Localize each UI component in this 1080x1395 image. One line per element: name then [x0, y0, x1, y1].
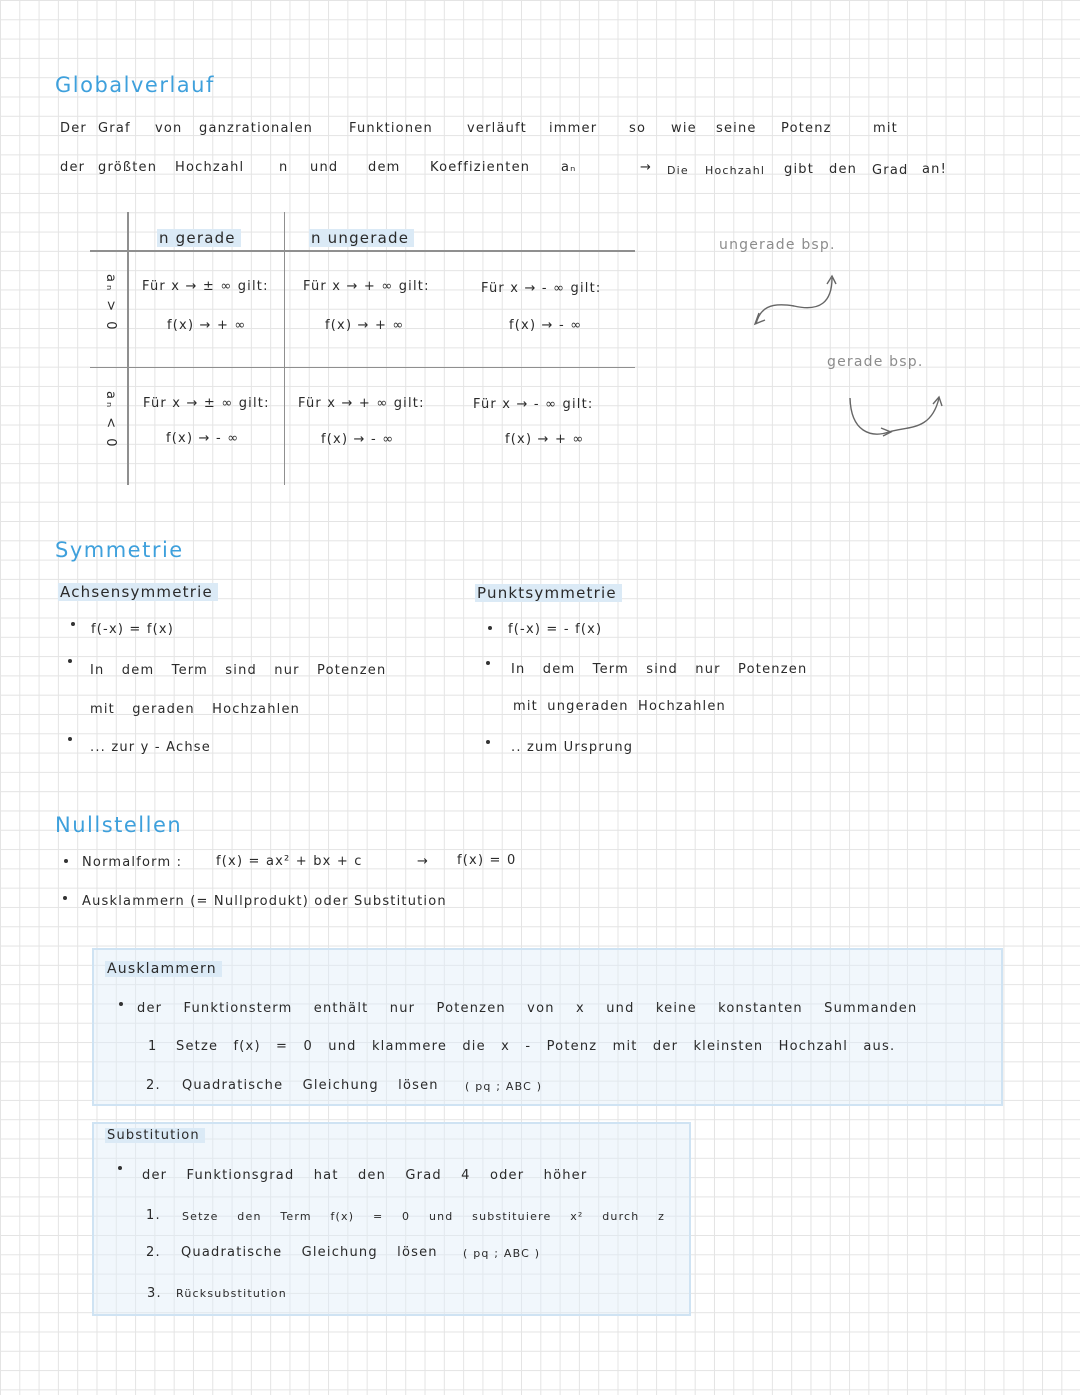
bullet — [119, 1002, 123, 1006]
word: Hochzahl — [705, 164, 766, 177]
cell-pos-even-result: f(x) → + ∞ — [167, 318, 247, 333]
word: dem — [368, 160, 401, 175]
substitution-condition: der Funktionsgrad hat den Grad 4 oder höher — [142, 1168, 588, 1183]
cell-pos-odd-plus-result: f(x) → + ∞ — [325, 318, 405, 333]
ausklammern-heading: Ausklammern — [105, 961, 222, 977]
col-header-odd: n ungerade — [309, 229, 414, 247]
table-line — [90, 250, 635, 252]
substitution-step2-hint: ( pq ; ABC ) — [463, 1247, 541, 1260]
word: verläuft — [467, 121, 527, 136]
word: und — [310, 160, 339, 175]
ausklammern-box — [92, 948, 1003, 1106]
word: Funktionen — [349, 121, 433, 136]
word: wie — [671, 121, 697, 136]
word: so — [629, 121, 647, 136]
substitution-box — [92, 1122, 691, 1316]
axis-text-2: mit geraden Hochzahlen — [90, 702, 301, 717]
example-odd-label: ungerade bsp. — [719, 237, 836, 253]
bullet — [63, 896, 67, 900]
bullet — [68, 737, 72, 741]
axis-text-3: ... zur y - Achse — [90, 740, 211, 755]
cell-neg-even-result: f(x) → - ∞ — [166, 431, 240, 446]
title-globalverlauf: Globalverlauf — [55, 73, 215, 97]
point-symmetry-heading: Punktsymmetrie — [475, 584, 622, 602]
ausklammern-step1: Setze f(x) = 0 und klammere die x - Potenz mit der kleinsten Hochzahl aus. — [176, 1039, 896, 1054]
word: Potenz — [781, 121, 832, 136]
word: Die — [667, 164, 689, 177]
word: immer — [549, 121, 598, 136]
table-line — [127, 212, 129, 485]
cell-neg-odd-minus-cond: Für x → - ∞ gilt: — [473, 397, 594, 412]
cell-pos-odd-minus-result: f(x) → - ∞ — [509, 318, 583, 333]
word: Graf — [98, 121, 131, 136]
substitution-step1-number: 1. — [146, 1208, 161, 1223]
axis-formula: f(-x) = f(x) — [91, 622, 175, 637]
word: aₙ — [561, 160, 577, 175]
point-text-1: In dem Term sind nur Potenzen — [511, 662, 808, 677]
col-header-even: n gerade — [157, 229, 241, 247]
row-header-positive: aₙ > 0 — [103, 274, 118, 333]
bullet — [488, 626, 492, 630]
word: mit — [873, 121, 898, 136]
ausklammern-step2-hint: ( pq ; ABC ) — [465, 1080, 543, 1093]
factor-or-subst-line: Ausklammern (= Nullprodukt) oder Substitution — [82, 894, 447, 909]
odd-curve-sketch — [750, 272, 840, 332]
cell-neg-odd-plus-result: f(x) → - ∞ — [321, 432, 395, 447]
word: gibt — [784, 162, 815, 177]
cell-neg-odd-plus-cond: Für x → + ∞ gilt: — [298, 396, 425, 411]
normal-form-label: Normalform : — [82, 855, 183, 870]
ausklammern-step2-number: 2. — [146, 1078, 161, 1093]
bullet — [118, 1166, 122, 1170]
bullet — [486, 740, 490, 744]
substitution-step2-number: 2. — [146, 1245, 161, 1260]
even-curve-sketch — [845, 392, 945, 442]
word: seine — [716, 121, 757, 136]
cell-pos-odd-minus-cond: Für x → - ∞ gilt: — [481, 281, 602, 296]
word: → — [640, 160, 653, 175]
word: Grad — [872, 163, 909, 178]
normal-form-formula: f(x) = ax² + bx + c — [216, 854, 363, 869]
bullet — [64, 859, 68, 863]
word: an! — [922, 162, 948, 177]
word: n — [279, 160, 289, 175]
word: Der — [60, 121, 87, 136]
substitution-step2: Quadratische Gleichung lösen — [181, 1245, 438, 1260]
word: den — [829, 162, 858, 177]
example-even-label: gerade bsp. — [827, 354, 924, 370]
axis-text-1: In dem Term sind nur Potenzen — [90, 663, 387, 678]
word: Hochzahl — [175, 160, 245, 175]
substitution-step1: Setze den Term f(x) = 0 und substituiere x² durch z — [182, 1210, 666, 1223]
point-formula: f(-x) = - f(x) — [508, 622, 603, 637]
table-line — [284, 212, 285, 485]
row-header-negative: aₙ < 0 — [103, 391, 118, 450]
substitution-step3-number: 3. — [147, 1286, 162, 1301]
ausklammern-step2: Quadratische Gleichung lösen — [182, 1078, 439, 1093]
word: von — [155, 121, 183, 136]
normal-form-arrow: → — [417, 854, 430, 869]
table-line — [90, 367, 635, 368]
title-nullstellen: Nullstellen — [55, 813, 183, 837]
ausklammern-condition: der Funktionsterm enthält nur Potenzen von x und keine konstanten Summanden — [137, 1001, 918, 1016]
axis-symmetry-heading: Achsensymmetrie — [58, 583, 218, 601]
substitution-heading: Substitution — [105, 1128, 205, 1143]
bullet — [486, 661, 490, 665]
ausklammern-step1-number: 1 — [148, 1039, 158, 1054]
bullet — [71, 622, 75, 626]
word: Koeffizienten — [430, 160, 531, 175]
word: der — [60, 160, 86, 175]
point-text-3: .. zum Ursprung — [511, 740, 634, 755]
cell-pos-odd-plus-cond: Für x → + ∞ gilt: — [303, 279, 430, 294]
cell-neg-odd-minus-result: f(x) → + ∞ — [505, 432, 585, 447]
point-text-2: mit ungeraden Hochzahlen — [513, 699, 726, 714]
title-symmetrie: Symmetrie — [55, 538, 184, 562]
word: größten — [98, 160, 158, 175]
cell-pos-even-cond: Für x → ± ∞ gilt: — [142, 279, 269, 294]
word: ganzrationalen — [199, 121, 314, 136]
normal-form-result: f(x) = 0 — [457, 853, 517, 868]
cell-neg-even-cond: Für x → ± ∞ gilt: — [143, 396, 270, 411]
bullet — [68, 659, 72, 663]
substitution-step3: Rücksubstitution — [176, 1287, 287, 1300]
